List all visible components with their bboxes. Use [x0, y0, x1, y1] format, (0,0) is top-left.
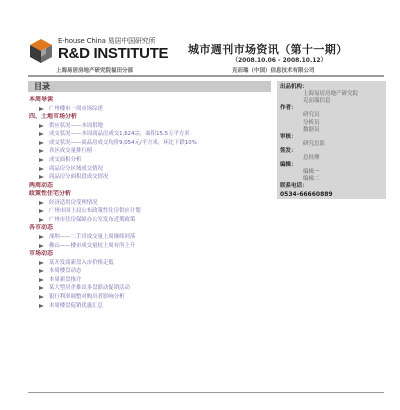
triangle-bullet-icon — [39, 286, 44, 290]
credit-label: 出品机构： — [280, 84, 308, 90]
toc-section-heading — [28, 96, 271, 105]
credit-label: 签发： — [280, 147, 297, 154]
toc-item-link[interactable] — [28, 276, 271, 285]
header-divider — [28, 75, 384, 77]
toc-item-link[interactable] — [28, 130, 271, 139]
toc-entry-text: 广州市住房保障办公室发布近期政策 — [49, 216, 136, 223]
toc-section-heading — [28, 113, 271, 122]
toc-item-link[interactable] — [28, 242, 271, 251]
credit-value: 研究总监 — [303, 140, 326, 147]
triangle-bullet-icon — [39, 175, 44, 179]
toc-section-heading — [28, 224, 271, 233]
triangle-bullet-icon — [39, 295, 44, 299]
toc-section-heading — [28, 182, 271, 191]
toc-item-link[interactable] — [28, 165, 271, 174]
toc-item-link[interactable] — [28, 156, 271, 165]
toc-item-link[interactable] — [28, 122, 271, 131]
credit-label: 作者： — [280, 105, 297, 112]
contact-phone: 0534-66660889 — [280, 190, 333, 198]
toc-entry-text: 成交状况——商品房成交均价9,054元/平方米，环比下跌10% — [49, 139, 197, 146]
toc-entry-text: 某开发商新盘入市价格走低 — [49, 259, 114, 266]
toc-entry-text: 商品房分区域成交情况 — [49, 165, 103, 172]
toc-entry-text: 政策性住宅分析 — [29, 190, 72, 198]
triangle-bullet-icon — [39, 261, 44, 265]
toc-item-link[interactable] — [28, 293, 271, 302]
triangle-bullet-icon — [39, 218, 44, 222]
toc-entry-text: 各市动态 — [29, 224, 54, 232]
toc-item-link[interactable] — [28, 207, 271, 216]
toc-heading: 目录 — [34, 82, 50, 91]
credit-value: 上海易居房地产研究院 — [303, 91, 359, 98]
triangle-bullet-icon — [39, 244, 44, 248]
credit-value: 克而瑞信息 — [303, 98, 331, 105]
credit-label: 编辑： — [280, 162, 297, 169]
triangle-bullet-icon — [39, 149, 44, 153]
toc-item-link[interactable] — [28, 259, 271, 268]
triangle-bullet-icon — [39, 269, 44, 273]
toc-entry-text: 本周导读 — [29, 96, 54, 103]
toc-entry-text: 深圳——二手房成交量上周继续回落 — [49, 234, 136, 240]
toc-item-link[interactable] — [28, 284, 271, 293]
credit-value: 编辑二 — [303, 176, 320, 183]
credit-value: 研究员 — [303, 112, 320, 119]
toc-item-link[interactable] — [28, 173, 271, 182]
triangle-bullet-icon — [39, 209, 44, 213]
toc-entry-text: 四、土地市场分析 — [29, 113, 78, 121]
credit-value: 数据员 — [303, 126, 320, 133]
publisher-right: 克而瑞（中国）信息技术有限公司 — [232, 68, 315, 74]
publisher-left: 上海易居房地产研究院福田分部 — [56, 68, 134, 74]
toc-item-link[interactable] — [28, 105, 271, 114]
toc-item-link[interactable] — [28, 302, 271, 311]
toc-entry-text: 某大型房企推出多盘联动促销活动 — [49, 285, 130, 292]
triangle-bullet-icon — [39, 304, 44, 308]
triangle-bullet-icon — [39, 132, 44, 136]
credit-label: 审核： — [280, 133, 297, 140]
credit-label: 联系电话： — [280, 183, 308, 190]
credits-sidebar — [277, 81, 386, 199]
toc-entry-text: 本周楼盘促销优惠汇总 — [49, 302, 103, 309]
toc-item-link[interactable] — [28, 216, 271, 225]
toc-entry-text: 成交面积分析 — [49, 156, 82, 163]
toc-item-link[interactable] — [28, 233, 271, 242]
toc-entry-text: 市场动态 — [29, 250, 54, 258]
triangle-bullet-icon — [39, 235, 44, 239]
toc-entry-text: 成交状况——本周商品房成交1,624宗，面积15.5万平方米 — [49, 131, 190, 138]
credit-value: 总经理 — [303, 155, 320, 161]
credit-value: 编辑一 — [303, 169, 320, 176]
toc-section-heading — [28, 250, 271, 259]
toc-item-link[interactable] — [28, 267, 271, 276]
toc-entry-text: 广州楼市一周市场综述 — [49, 105, 103, 112]
report-date-range: （2008.10.06 - 2008.10.12） — [232, 57, 327, 64]
toc-item-link[interactable] — [28, 147, 271, 156]
logo-top-text: E-house China 易居中国研究所 — [58, 37, 156, 45]
toc-entry-text: 本周新盘推介 — [49, 276, 82, 283]
toc-section-heading — [28, 190, 271, 199]
credit-value: 分析员 — [303, 119, 320, 126]
toc-entry-text: 经济适用房受理情况 — [49, 199, 98, 206]
toc-entry-text: 商品房分面积段成交情况 — [49, 174, 109, 181]
triangle-bullet-icon — [39, 201, 44, 205]
triangle-bullet-icon — [39, 124, 44, 128]
triangle-bullet-icon — [39, 278, 44, 282]
report-title: 城市週刊市场资讯（第十一期） — [188, 43, 348, 56]
toc-entry-text: 本周楼盘动态 — [49, 268, 82, 275]
triangle-bullet-icon — [39, 107, 44, 111]
triangle-bullet-icon — [39, 167, 44, 171]
footer-divider — [28, 392, 384, 393]
toc-entry-text: 供应状况——本周供地 — [49, 122, 103, 129]
logo-name-text: R&D INSTITUTE — [58, 45, 169, 62]
triangle-bullet-icon — [39, 158, 44, 162]
triangle-bullet-icon — [39, 141, 44, 145]
toc-entry-text: 佛山——楼市成交量较上周有所上升 — [49, 242, 136, 249]
toc-heading-bar — [28, 81, 271, 92]
toc-item-link[interactable] — [28, 139, 271, 148]
toc-entry-text: 广州市国土局公布政策性住房供应计划 — [49, 208, 141, 215]
toc-item-link[interactable] — [28, 199, 271, 208]
cube-logo-icon — [28, 38, 54, 64]
toc-list — [28, 96, 271, 310]
toc-entry-text: 银行利率调整对购房者影响分析 — [49, 293, 125, 300]
toc-entry-text: 各区成交量排行榜 — [49, 148, 93, 155]
toc-entry-text: 两周动态 — [29, 181, 54, 189]
